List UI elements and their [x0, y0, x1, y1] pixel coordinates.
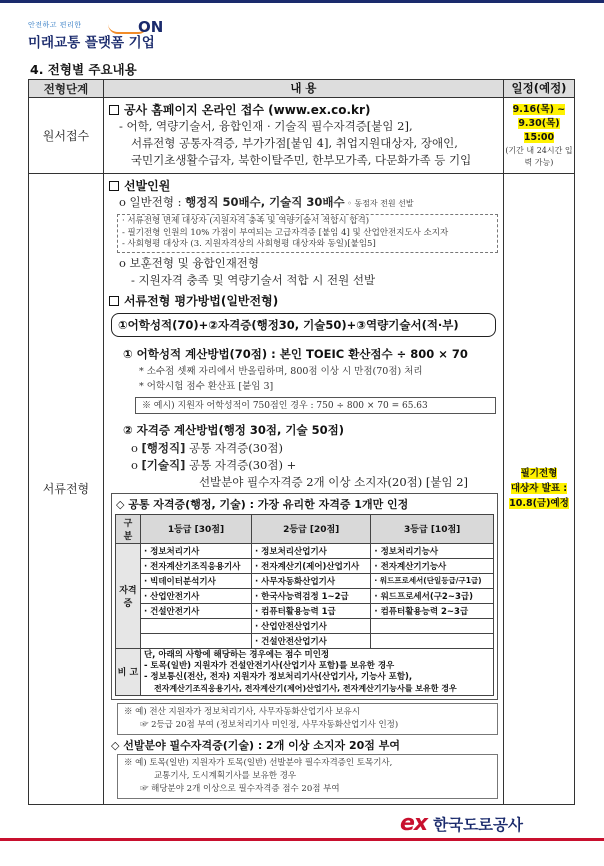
brand-logo [28, 18, 164, 51]
application-line2: 서류전형 공통자격증, 부가가점[붙임 4], 취업지원대상자, 장애인, [130, 136, 458, 150]
language-example-box: ※ 예시) 지원자 어학성적이 750점인 경우 : 750 ÷ 800 × 70 = 65.63 [135, 397, 496, 414]
grade-1-header: 1등급 [30점] [140, 514, 251, 543]
note-row-label: 비 고 [115, 648, 140, 695]
language-calc-note2: * 어학시험 점수 환산표 [붙임 3] [138, 380, 274, 392]
company-name: 한국도로공사 [433, 815, 523, 834]
license-cell: · 전자계산기조직응용기사 [140, 558, 251, 573]
schedule-end: 9.30(목) 15:00 [518, 118, 560, 143]
row-document-screening [29, 174, 575, 805]
announce-label: 대상자 발표 : [510, 483, 568, 495]
row-application [29, 98, 575, 174]
license-cell: · 빅데이터분석기사 [140, 573, 251, 588]
top-border [0, 0, 604, 3]
language-calc-title: ① 어학성적 계산방법(70점) : 본인 TOEIC 환산점수 ÷ 800 × 70 [122, 346, 468, 361]
veteran-track: o 보훈전형 및 융합인재전형 [118, 255, 260, 270]
required-license-example: ※ 예) 토목(일반) 지원자가 토목(일반) 선발분야 필수자격증인 토목기사, 교통기사, 도시계획기사를 보유한 경우 ☞ 해당분야 2개 이상으로 필수자격증 점수 20점 부여 [117, 754, 498, 799]
license-row-label: 자격증 [115, 543, 140, 648]
note-cell: 단, 아래의 사항에 해당하는 경우에는 점수 미인정 - 토목(일반) 지원자가 건설안전기사(산업기사 포함)를 보유한 경우 - 정보통신(전산, 전자) 지원자가 정보처리기사(산업기사, 기능사 포함), 전자계산기조직응용기사, 전자계산기(제어)산업기사, 전자계산기기능사를 보유한 경우 [140, 648, 493, 695]
license-cell-empty [140, 633, 251, 648]
footer-border [0, 838, 604, 841]
method-heading: 서류전형 평가방법(일반전형) [109, 292, 500, 309]
header-content: 내 용 [103, 80, 503, 98]
required-license-heading: ◇ 선발분야 필수자격증(기술) : 2개 이상 소지자 20점 부여 [110, 738, 400, 752]
license-cell: · 사무자동화산업기사 [251, 573, 370, 588]
application-line3: 국민기초생활수급자, 북한이탈주민, 한부모가족, 다문화가족 등 기입 [130, 153, 472, 167]
license-calc-title: ② 자격증 계산방법(행정 30점, 기술 50점) [122, 422, 344, 437]
application-content [103, 98, 503, 174]
license-cell: · 산업안전기사 [140, 588, 251, 603]
application-heading: 공사 홈페이지 온라인 접수 (www.ex.co.kr) [109, 101, 500, 118]
brand-on-mark: ON [138, 18, 164, 36]
document-content [103, 174, 503, 805]
checkbox-square-icon [109, 181, 119, 191]
stage-document-label: 서류전형 [29, 174, 104, 805]
tech-license-line: o [기술직] 공통 자격증(30점) + [130, 457, 297, 472]
header-schedule: 일정(예정) [503, 80, 574, 98]
license-cell: · 정보처리산업기사 [251, 543, 370, 558]
grade-col-label: 구 분 [115, 514, 140, 543]
general-track: o 일반전형 : 행정직 50배수, 기술직 30배수 ◦ 동점자 전원 선발 [118, 195, 414, 209]
license-cell: · 정보처리기사 [140, 543, 251, 558]
checkbox-square-icon [109, 105, 119, 115]
license-grade-table [115, 514, 494, 696]
stage-application-label: 원서접수 [29, 98, 104, 174]
application-schedule [503, 98, 574, 174]
license-cell: · 건설안전산업기사 [251, 633, 370, 648]
grade-3-header: 3등급 [10점] [371, 514, 494, 543]
license-cell: · 전자계산기(제어)산업기사 [251, 558, 370, 573]
license-cell: · 전자계산기기능사 [371, 558, 494, 573]
schedule-start: 9.16(목) ~ [512, 104, 566, 115]
common-license-box [111, 493, 498, 700]
tech-license-line2: 선발분야 필수자격증 2개 이상 소지자(20점) [붙임 2] [198, 474, 469, 489]
section-title: 4. 전형별 주요내용 [30, 62, 137, 77]
grade-2-header: 2등급 [20점] [251, 514, 370, 543]
ex-logo-icon: ex [400, 811, 428, 836]
license-cell: · 정보처리기능사 [371, 543, 494, 558]
select-heading: 선발인원 [109, 177, 500, 194]
language-calc-note1: * 소수점 셋째 자리에서 반올림하며, 800점 이상 시 만점(70점) 처리 [138, 365, 423, 377]
brand-name: 미래교통 플랫폼 기업 [28, 35, 155, 51]
announce-date: 10.8(금)예정 [509, 498, 569, 510]
company-logo [400, 811, 523, 836]
header-stage: 전형단계 [29, 80, 104, 98]
admin-license-line: o [행정직] 공통 자격증(30점) [130, 440, 283, 455]
license-cell: · 건설안전기사 [140, 603, 251, 618]
checkbox-square-icon [109, 296, 119, 306]
license-cell: · 워드프로세서(단일등급/구1급) [371, 573, 494, 588]
license-cell: · 워드프로세서(구2~3급) [371, 588, 494, 603]
license-cell-empty [371, 633, 494, 648]
license-cell: · 한국사능력검정 1~2급 [251, 588, 370, 603]
document-schedule [503, 174, 574, 805]
license-cell: · 컴퓨터활용능력 2~3급 [371, 603, 494, 618]
selection-table [28, 79, 575, 805]
schedule-note: (기간 내 24시간 입력 가능) [505, 146, 573, 167]
formula-box: ①어학성적(70)+②자격증(행정30, 기술50)+③역량기술서(적·부) [111, 313, 496, 337]
license-cell-empty [371, 618, 494, 633]
common-license-heading: ◇ 공통 자격증(행정, 기술) : 가장 유리한 자격증 1개만 인정 [115, 497, 409, 511]
brand-tagline: 안전하고 편리한 [28, 21, 82, 29]
license-cell-empty [140, 618, 251, 633]
license-cell: · 컴퓨터활용능력 1급 [251, 603, 370, 618]
veteran-track-sub: - 지원자격 충족 및 역량기술서 적합 시 전원 선발 [130, 272, 376, 287]
license-cell: · 산업안전산업기사 [251, 618, 370, 633]
application-line1: - 어학, 역량기술서, 융합인재 · 기술직 필수자격증[붙임 2], [118, 119, 413, 133]
exemption-box: · 서류전형 면제 대상자 (지원자격 충족 및 역량기술서 적합시 합격) - 필기전형 인원의 10% 가점이 부여되는 고급자격증 [붙임 4] 및 산업안전지도사 소지자 - 사회형평 대상자 (3. 지원자격상의 사회형평 대상자와 동일)[붙임5] [117, 214, 498, 253]
written-exam-label: 필기전형 [520, 468, 558, 480]
license-example-box: ※ 예) 전산 지원자가 정보처리기사, 사무자동화산업기사 보유시 ☞ 2등급 20점 부여 (정보처리기사 미인정, 사무자동화산업기사 인정) [117, 703, 498, 735]
